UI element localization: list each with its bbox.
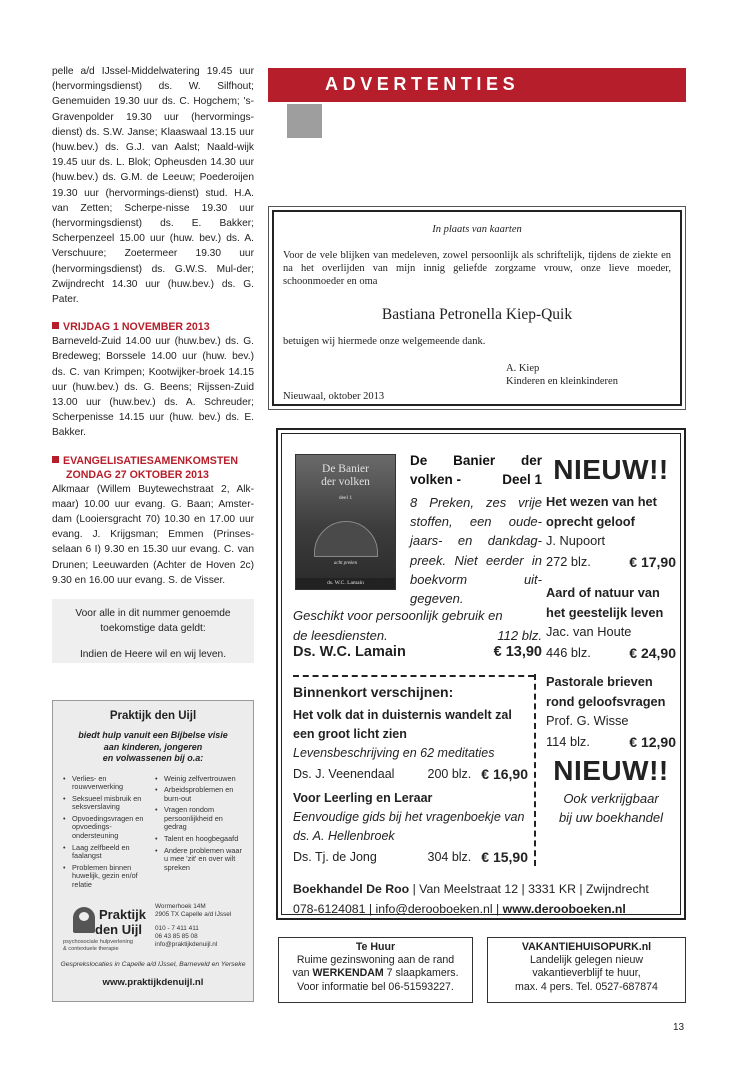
deceased-name: Bastiana Petronella Kiep-Quik <box>381 306 573 323</box>
book-author-price: Ds. W.C. Lamain € 13,90 <box>293 644 542 660</box>
praktijk-logo: Praktijk den Uijl psychosociale hulpverlening & contextuele therapie <box>63 906 146 952</box>
list-item: • Opvoedingsvragen en opvoedings-ondersteuning <box>63 815 155 841</box>
nieuw-label: NIEUW!! <box>553 454 669 485</box>
book-description: 8 Preken, zes vrije stoffen, een oude-jaars- en dankdag-preek. Niet eerder in boekvorm uit-gegeven. <box>410 495 542 607</box>
book-usage: Geschikt voor persoonlijk gebruik en de leesdiensten. 112 blz. <box>293 608 542 643</box>
list-item: • Weinig zelfvertrouwen <box>155 775 247 784</box>
list-item: • Laag zelfbeeld en faalangst <box>63 844 155 861</box>
list-item: • Arbeidsproblemen en burn-out <box>155 786 247 803</box>
notice-place-date: Nieuwaal, oktober 2013 <box>283 391 385 402</box>
future-dates-notice: Voor alle in dit nummer genoemde toekomstige data geldt: Indien de Heere wil en wij leven. <box>52 599 254 663</box>
notice-signature: A. Kiep Kinderen en kleinkinderen <box>506 363 618 387</box>
list-item: • Vragen rondom persoonlijkheid en gedrag <box>155 806 247 832</box>
for-rent-ad: Te Huur Ruime gezinswoning aan de rand van WERKENDAM 7 slaapkamers. Voor informatie bel 06-51593227. <box>278 937 473 1003</box>
dashed-divider <box>534 674 536 866</box>
notice-thanks: betuigen wij hiermede onze welgemeende dank. <box>283 336 486 347</box>
praktijk-locations: Gesprekslocaties in Capelle a/d IJssel, Barneveld en Yerseke <box>60 960 246 968</box>
square-bullet-icon <box>52 456 59 463</box>
bookshop-ad <box>276 428 686 920</box>
bookshop-footer: Boekhandel De Roo | Van Meelstraat 12 | 3331 KR | Zwijndrecht 078-6124081 | info@derooboeken.nl | www.derooboeken.nl <box>293 882 649 916</box>
praktijk-website: www.praktijkdenuijl.nl <box>102 976 204 988</box>
family-thanks-notice <box>268 206 686 410</box>
bookshop-website: www.derooboeken.nl <box>502 901 626 916</box>
services-intro-text: pelle a/d IJssel-Middelwatering 19.45 uur (hervormingsdienst) ds. W. Silfhout; Genemuiden 19.30 uur ds. C. Hogchem; 's-Gravenpolder 19.30 uur (hervormings-dienst) ds. S.W. Janse; Klaaswaal 13.15 uur (huw.bev.) ds. G.J. van Aalst; Naald-wijk 19.45 uur ds. L. Blok; Opheusden 14.30 uur (huw.bev.) ds. G.M. de Leeuw; Poederoijen 19.30 uur (hervormings-dienst) stud. H.A. van Zetten; Scherpe-nisse 19.30 uur (hervormingsdienst) ds. E. Bakker; Scherpenzeel 15.00 uur (huw. bev.) ds. A. Verschuure; Zoetermeer 19.30 uur (hervormingsdienst) ds. G.W.S. Mul-der; Zwijndrecht 14.30 uur (huw.bev.) ds. G. Pater. <box>52 66 254 306</box>
praktijk-title: Praktijk den Uijl <box>109 710 197 722</box>
section-heading-friday: VRIJDAG 1 NOVEMBER 2013 <box>52 320 254 334</box>
list-item: • Talent en hoogbegaafd <box>155 835 247 844</box>
praktijk-den-uijl-ad <box>52 700 254 1002</box>
section-heading-evangelisation: EVANGELISATIESAMENKOMSTEN ZONDAG 27 OKTOBER 2013 <box>52 454 254 482</box>
notice-text: Voor de vele blijken van medeleven, zowel persoonlijk als schriftelijk, tijdens de ziekte en na het overlijden van mijn innig geliefde zorgzame vrouw, onze lieve moeder, schoonmoeder en oma <box>283 250 671 287</box>
praktijk-contact: Wormerhoek 14M 2905 TX Capelle a/d IJssel 010 - 7 411 411 06 43 85 85 08 info@praktijkdenuijl.nl <box>155 902 232 949</box>
list-item: • Verlies- en rouwverwerking <box>63 775 155 792</box>
book-title: De Banier der volken - Deel 1 <box>410 453 542 487</box>
advertenties-header: ADVERTENTIES <box>268 68 686 102</box>
church-services-column <box>52 64 254 588</box>
square-bullet-icon <box>52 322 59 329</box>
notice-title: In plaats van kaarten <box>432 224 522 235</box>
dashed-divider <box>293 675 534 677</box>
list-item: • Problemen binnen huwelijk, gezin en/of relatie <box>63 864 155 890</box>
list-item: • Andere problemen waar u mee 'zit' en over wilt spreken <box>155 847 247 873</box>
evangelisation-text: Alkmaar (Willem Buytewechstraat 2, Alk-maar) 10.00 uur evang. G. Baan; Amster-dam (Looiersgracht 70) 10.30 en 17.00 uur evang. J. Krijgsman; Emmen (Prinses-selaan 6 I) 9.30 en 15.30 uur evang. C. van Drunen; Leeuwarden (Achter de Hoven 2c) 9.30 en 16.00 uur evang. S. de Visser. <box>52 483 254 586</box>
praktijk-services-list <box>53 765 253 893</box>
book-cover-image: De Banier der volken deel 1 acht preken ds. W.C. Lamain <box>295 454 396 590</box>
new-books-column: NIEUW!! Het wezen van het oprecht geloof J. Nupoort 272 blz. € 17,90 Aard of natuur van het geestelijk leven Jac. van Houte 446 blz. € 24,90 Pastorale brieven rond geloofsvragen Prof. G. Wisse 114 blz. € 12,90 NIEUW!! Ook verkrijgbaar bij uw boekhandel <box>546 454 676 825</box>
page-number: 13 <box>673 1022 685 1033</box>
praktijk-subtitle: biedt hulp vanuit een Bijbelse visie aan kinderen, jongeren en volwassenen bij o.a: <box>78 730 228 763</box>
vacation-home-ad: VAKANTIEHUISOPURK.nl Landelijk gelegen nieuw vakantieverblijf te huur, max. 4 pers. Tel. 0527-687874 <box>487 937 686 1003</box>
nieuw-label: NIEUW!! <box>553 755 669 786</box>
header-decoration <box>287 104 322 138</box>
friday-services-text: Barneveld-Zuid 14.00 uur (huw.bev.) ds. G. Bredeweg; Borssele 14.00 uur (huw. bev.) ds. C. van Krimpen; Kootwijker-broek 14.15 uur (huw.bev.) ds. G. Beens; Rijssen-Zuid 13.00 uur (huw.bev.) ds. A. Schreuder; Scherpenisse 14.15 uur (huw. bev.) ds. E. Bakker. <box>52 336 254 439</box>
coming-soon-section: Binnenkort verschijnen: Het volk dat in duisternis wandelt zal een groot licht zien Levensbeschrijving en 62 meditaties Ds. J. Veenendaal 200 blz. € 16,90 Voor Leerling en Leraar Eenvoudige gids bij het vragenboekje van ds. A. Hellenbroek Ds. Tj. de Jong 304 blz. € 15,90 <box>293 684 528 865</box>
list-item: • Seksueel misbruik en seksverslaving <box>63 795 155 812</box>
owl-logo-icon <box>73 907 95 933</box>
